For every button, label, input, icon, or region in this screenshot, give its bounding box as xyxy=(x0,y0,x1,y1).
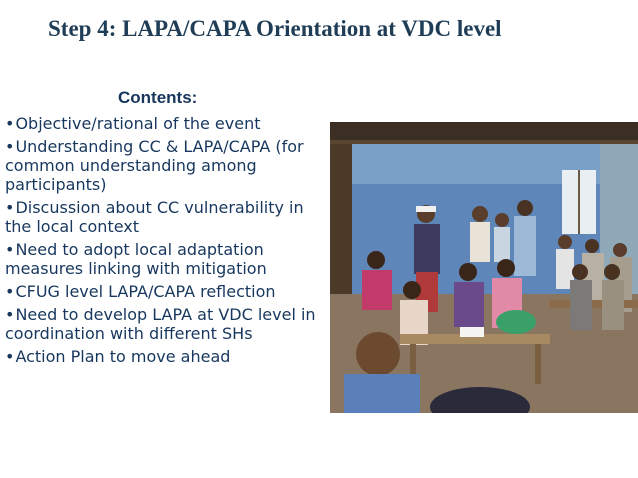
bullet-dot: • xyxy=(5,114,15,133)
bullet-item xyxy=(5,114,323,133)
bullet-item xyxy=(5,305,323,343)
bullet-item xyxy=(5,240,323,278)
bullet-item xyxy=(5,282,323,301)
bullet-text: Need to develop LAPA at VDC level in coordination with different SHs xyxy=(5,305,316,343)
bullet-text: Action Plan to move ahead xyxy=(15,347,231,366)
bullet-text: Objective/rational of the event xyxy=(15,114,261,133)
bullet-dot: • xyxy=(5,240,15,259)
bullet-list xyxy=(5,114,323,370)
bullet-item xyxy=(5,198,323,236)
bullet-text: Discussion about CC vulnerability in the local context xyxy=(5,198,304,236)
meeting-photo xyxy=(330,122,638,413)
bullet-dot: • xyxy=(5,305,15,324)
bullet-text: Need to adopt local adaptation measures linking with mitigation xyxy=(5,240,267,278)
bullet-dot: • xyxy=(5,347,15,366)
slide-title: Step 4: LAPA/CAPA Orientation at VDC level xyxy=(48,16,502,41)
bullet-dot: • xyxy=(5,137,15,156)
bullet-dot: • xyxy=(5,282,15,301)
bullet-text: CFUG level LAPA/CAPA reflection xyxy=(15,282,276,301)
bullet-text: Understanding CC & LAPA/CAPA (for common understanding among participants) xyxy=(5,137,304,194)
bullet-item xyxy=(5,347,323,366)
contents-heading: Contents: xyxy=(118,88,198,107)
bullet-item xyxy=(5,137,323,194)
meeting-photo-illustration xyxy=(330,122,638,413)
bullet-dot: • xyxy=(5,198,15,217)
